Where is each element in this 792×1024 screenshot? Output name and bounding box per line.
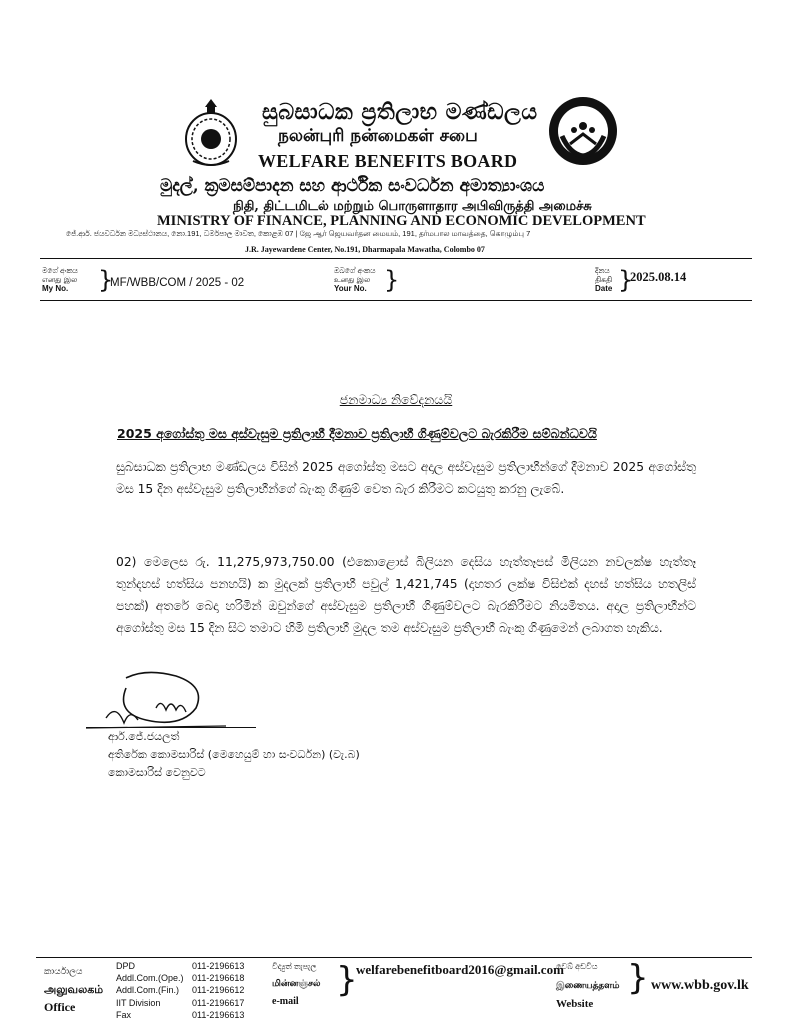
contact-label: Addl.Com.(Ope.): [116, 973, 184, 984]
contact-phone: 011-2196612: [192, 985, 245, 996]
signatory-name: ආර්.ජේ.ජයලත්: [108, 730, 180, 743]
footer-web-sinhala: වෙබ් අඩවිය: [556, 962, 598, 971]
ministry-name-tamil: நிதி, திட்டமிடல் மற்றும் பொருளாதார அபிவிருத்தி அமைச்சு: [233, 199, 592, 214]
brace-icon: }: [384, 266, 400, 294]
footer-contact-phones: [192, 960, 244, 1021]
date-label: දිනය திகதி Date: [595, 266, 613, 293]
date-value: 2025.08.14: [630, 270, 687, 284]
document-subject: 2025 අගෝස්තු මස අස්වැසුම ප්‍රතිලාභී දීමනාව ප්‍රතිලාභී ගිණුම්වලට බැරකිරීම සම්බන්ධවයි: [117, 426, 597, 441]
paragraph-1: සුබසාධක ප්‍රතිලාභ මණ්ඩලය විසින් 2025 අගෝස්තු මසට අදාල අස්වැසුම ප්‍රතිලාභීන්ගේ දීමනාව 2025 අගෝස්තු මස 15 දින අස්වැසුම ප්‍රතිලාභීන්ගේ බැංකු ගිණුම් වෙත බැර කිරීමට කටයුතු කරනු ලැබේ.: [116, 460, 696, 496]
paragraph-2: 02) මෙලෙස රු. 11,275,973,750.00 (එකොළොස් බිලියන දෙසිය හැත්තෑපස් මිලියන නවලක්ෂ හැත්තෑ තුන්දහස් හත්සිය පනහයි) ක මුදලක් ප්‍රතිලාභී පවුල් 1,421,745 (දාහතර ලක්ෂ විසිඑක් දහස් හත්සිය හතලිස් පහක්) අතරේ බෙදා හරිමින් ඔවුන්ගේ අස්වැසුම ප්‍රතිලාභී ගිණුම්වලට බැරකිරීමට නියමිතය. අදාල ප්‍රතිලාභීන්ට අගෝස්තු මස 15 දින සිට තමාට හිමි ප්‍රතිලාභී මුදල තම අස්වැසුම ප්‍රතිලාභී බැංකු ගිණුමෙන් ලබාගත හැකිය.: [116, 555, 696, 635]
contact-phone: 011-2196617: [192, 997, 245, 1008]
ministry-name-english: MINISTRY OF FINANCE, PLANNING AND ECONOMIC DEVELOPMENT: [157, 213, 646, 229]
welfare-benefits-board-logo: [548, 96, 618, 166]
footer-email-english: e-mail: [272, 996, 299, 1007]
footer-office-english: Office: [44, 1000, 76, 1014]
footer-office-sinhala: කාර්යාලය: [44, 966, 83, 976]
my-no-label: මගේ අංකය எனது இல My No.: [42, 266, 78, 293]
footer-email-sinhala: විද්‍යුත් තැපැල: [272, 962, 317, 971]
header-divider-bottom: [40, 300, 752, 301]
contact-label: Addl.Com.(Fin.): [116, 985, 180, 996]
address-english: J.R. Jayewardene Center, No.191, Dharmapala Mawatha, Colombo 07: [245, 245, 485, 254]
your-no-label: ඔබගේ අංකය உனது இல Your No.: [334, 266, 376, 293]
footer-email-tamil: மின்னஞ்சல்: [272, 978, 321, 988]
brace-icon: }: [627, 958, 649, 998]
brace-icon: }: [98, 266, 114, 294]
contact-label: IIT Division: [116, 997, 161, 1008]
footer-web-tamil: இணையத்தளம்: [556, 980, 620, 990]
footer-contact-labels: [116, 960, 184, 1021]
signatory-office: කොමසාරිස් වෙනුවට: [108, 766, 206, 779]
footer-office-tamil: அலுவலகம்: [44, 984, 104, 996]
contact-label: Fax: [116, 1009, 132, 1020]
board-name-english: WELFARE BENEFITS BOARD: [258, 151, 518, 171]
footer-email-value[interactable]: welfarebenefitboard2016@gmail.com: [356, 962, 564, 977]
footer-web-value[interactable]: www.wbb.gov.lk: [651, 978, 749, 993]
contact-phone: 011-2196613: [192, 961, 245, 971]
brace-icon: }: [618, 266, 634, 294]
board-name-sinhala: සුබසාධක ප්‍රතිලාභ මණ්ඩලය: [262, 99, 538, 125]
contact-label: DPD: [116, 961, 136, 971]
address-sinhala-tamil: ජේ.ආර්. ජයවර්ධන මධ්‍යස්ථානය, නො.191, ධර්මපාල මාවත, කොළඹ 07 | ஜே ஆர் ஜெயவர்தன மையம், 191, தர்மபால மாவத்தை, கொழும்பு 7: [66, 229, 531, 238]
my-no-value: MF/WBB/COM / 2025 - 02: [110, 277, 245, 289]
sri-lanka-emblem-icon: [183, 97, 239, 167]
brace-icon: }: [336, 960, 358, 1000]
ministry-name-sinhala: මුදල්, ක්‍රමසම්පාදන සහ ආර්ථික සංවර්ධන අමාත්‍යාංශය: [160, 176, 545, 196]
board-name-tamil: நலன்புரி நன்மைகள் சபை: [278, 126, 478, 146]
signatory-title: අතිරේක කොමසාරිස් (මෙහෙයුම් හා සංවර්ධන) (වැ.බ): [108, 748, 360, 761]
contact-phone: 011-2196618: [192, 973, 245, 984]
contact-phone: 011-2196613: [192, 1009, 245, 1020]
signature-line: [86, 727, 256, 728]
header-divider-top: [40, 258, 752, 259]
footer-web-english: Website: [556, 998, 594, 1010]
document-title: ජනමාධ්‍ය නිවේදනයයි: [339, 392, 453, 407]
